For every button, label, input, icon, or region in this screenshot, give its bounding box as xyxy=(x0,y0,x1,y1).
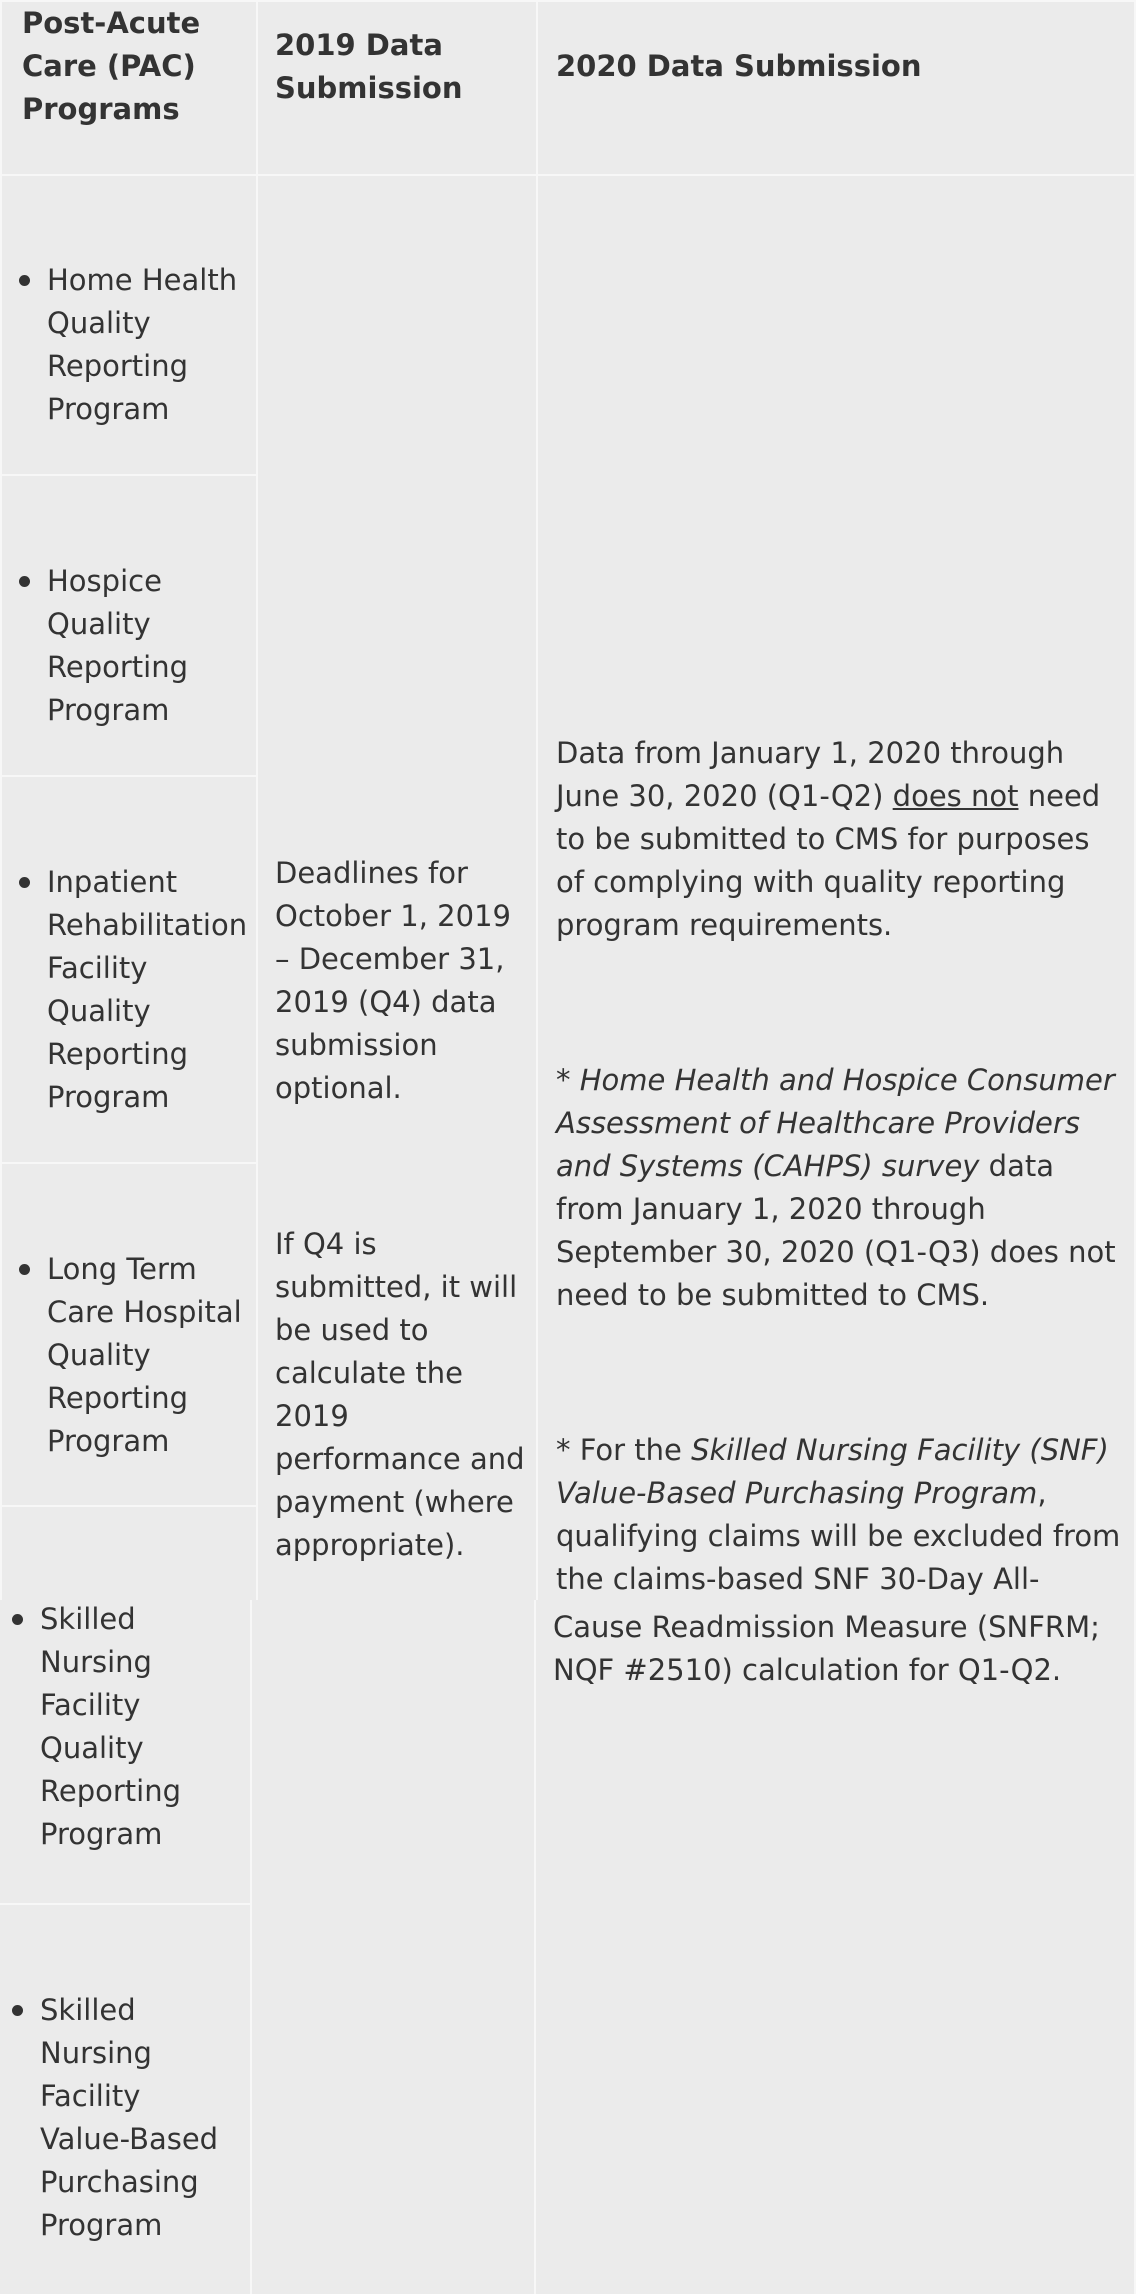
bullet-icon xyxy=(19,576,30,587)
bullet-icon xyxy=(19,1264,30,1275)
data-2020-q1-q2-text xyxy=(556,732,1126,947)
row-divider xyxy=(0,474,256,476)
column-divider xyxy=(0,0,2,1600)
program-name: Long Term Care Hospital Quality Reporting Program xyxy=(47,1252,242,1458)
list-item xyxy=(19,1248,244,1463)
program-name: Inpatient Rehabilitation Facility Quality Reporting Program xyxy=(47,865,248,1114)
row-divider xyxy=(0,775,256,777)
snf-vbp-text-continued: Cause Readmission Measure (SNFRM; NQF #2510) calculation for Q1-Q2. xyxy=(553,1610,1100,1687)
text-segment: * For the xyxy=(556,1433,692,1467)
cahps-survey-name: Home Health and Hospice Consumer Assessment of Healthcare Providers and Systems (CAHPS) survey xyxy=(556,1063,1115,1183)
deadlines-2019-text: Deadlines for October 1, 2019 – December 31, 2019 (Q4) data submission optional. xyxy=(275,856,511,1105)
program-name: Skilled Nursing Facility Quality Reporting Program xyxy=(40,1602,181,1851)
text-segment: data from January 1, 2020 through September 30, 2020 (Q1-Q3) does not need to be submitted to CMS. xyxy=(556,1149,1116,1312)
cahps-survey-text xyxy=(556,1059,1126,1317)
header-programs: Post-Acute Care (PAC) Programs xyxy=(22,6,201,126)
program-name: Skilled Nursing Facility Value-Based Purchasing Program xyxy=(40,1993,219,2242)
list-item xyxy=(19,861,248,1119)
row-divider xyxy=(0,1505,256,1507)
list-item xyxy=(12,1989,237,2247)
text-segment: * xyxy=(556,1063,580,1097)
header-2020-data-submission: 2020 Data Submission xyxy=(556,49,922,83)
text-segment: , qualifying claims will be excluded from the claims-based SNF 30-Day All- xyxy=(556,1476,1121,1596)
column-divider xyxy=(534,1600,536,2294)
row-divider xyxy=(0,174,1136,176)
bullet-icon xyxy=(19,275,30,286)
row-divider xyxy=(0,1162,256,1164)
q4-submission-text: If Q4 is submitted, it will be used to calculate the 2019 performance and payment (where appropriate). xyxy=(275,1227,525,1562)
header-2019-data-submission: 2019 Data Submission xyxy=(275,28,463,105)
text-segment: need to be submitted to CMS for purposes of complying with quality reporting program requirements. xyxy=(556,779,1101,942)
bullet-icon xyxy=(19,877,30,888)
column-divider xyxy=(536,0,538,1600)
emphasis-does-not: does not xyxy=(892,779,1019,813)
program-name: Hospice Quality Reporting Program xyxy=(47,564,188,727)
text-segment: Data from January 1, 2020 through June 30, 2020 (Q1-Q2) xyxy=(556,736,1065,813)
row-divider xyxy=(0,1903,250,1905)
bullet-icon xyxy=(12,1614,23,1625)
list-item xyxy=(12,1598,237,1856)
list-item xyxy=(19,560,244,732)
snf-vbp-text xyxy=(556,1429,1126,1601)
list-item xyxy=(19,259,244,431)
bullet-icon xyxy=(12,2005,23,2016)
program-name: Home Health Quality Reporting Program xyxy=(47,263,238,426)
column-divider xyxy=(1134,0,1136,2294)
snf-vbp-program-name: Skilled Nursing Facility (SNF) Value-Based Purchasing Program xyxy=(556,1433,1109,1510)
column-divider xyxy=(256,0,258,1600)
column-divider xyxy=(250,1600,252,2294)
